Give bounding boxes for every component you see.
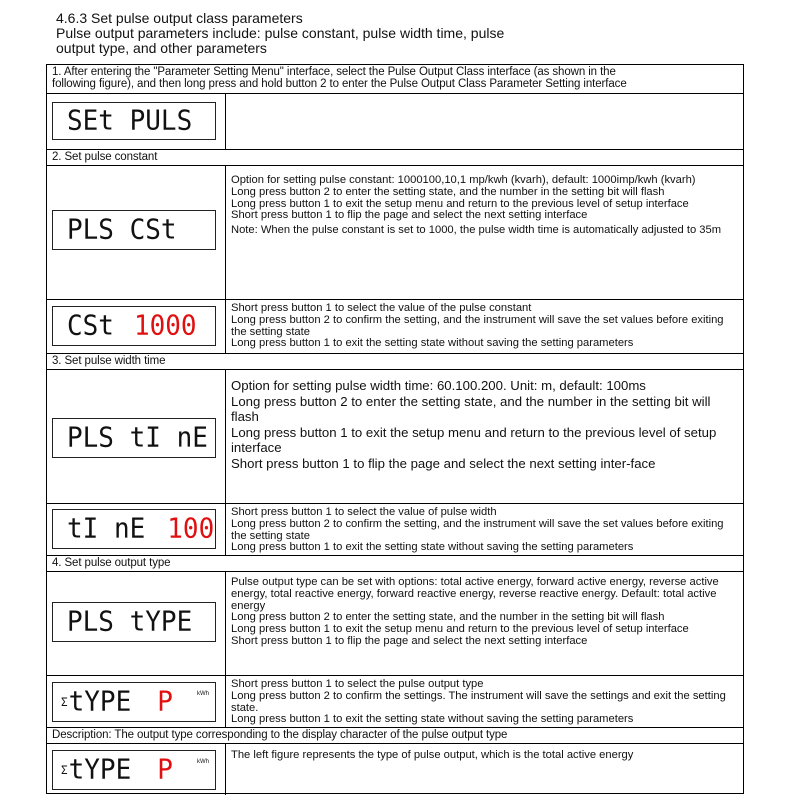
intro-line-2: output type, and other parameters: [56, 40, 267, 56]
lcd-time-value: [52, 509, 216, 549]
sec3-title-row: [47, 353, 743, 369]
desc-line: Long press button 1 to exit the setup menu and return to the previous level of setup interface: [231, 623, 689, 636]
desc-line: Pulse output type can be set with options: total active energy, forward active energy, reverse active energy, total reactive energy, forward reactive energy, reverse reactive energy. Default: total active energy: [231, 576, 719, 612]
section-title: 4.6.3 Set pulse output class parameters: [56, 10, 303, 26]
desc-line: Long press button 2 to confirm the setting, and the instrument will save the set values before exiting the setting state: [231, 517, 724, 542]
lcd-set-puls: [52, 102, 216, 140]
intro-text-2: following figure), and then long press and hold button 2 to enter the Pulse Output Class Parameter Setting interface: [52, 78, 627, 90]
lcd-pls-cst: [52, 210, 216, 250]
section-heading: [56, 11, 656, 56]
desc-line: Option for setting pulse constant: 1000100,10,1 mp/kwh (kvarh), default: 1000imp/kwh (kvarh): [231, 174, 696, 186]
lcd-label: CSt: [67, 310, 114, 342]
sec2-row-a: [47, 165, 743, 299]
lcd-unit: kWh: [197, 758, 209, 766]
lcd-sigma: Σ: [61, 695, 68, 709]
sec5-title: Description: The output type corresponding to the display character of the pulse output type: [52, 729, 508, 741]
sec2-row-b: [47, 299, 743, 353]
sec4-row-b: [47, 675, 743, 727]
sec3-desc-a: [231, 378, 739, 472]
lcd-value: 1000: [133, 310, 197, 342]
lcd-value: P: [157, 754, 173, 786]
column-divider: [225, 676, 226, 727]
desc-line: Short press button 1 to select the value of pulse width: [231, 506, 497, 518]
sec4-desc-b: [231, 679, 739, 726]
lcd-type-value: [52, 682, 216, 722]
sec2-title-row: [47, 149, 743, 165]
lcd-value: P: [157, 686, 173, 718]
sec3-desc-b: [231, 507, 739, 554]
desc-line: Long press button 1 to exit the setting state without saving the setting parameters: [231, 541, 634, 554]
lcd-label: tYPE: [68, 686, 132, 718]
desc-line: Long press button 2 to enter the setting state, and the number in the setting bit will flash: [231, 185, 665, 198]
sec4-title-row: [47, 555, 743, 571]
desc-line: Short press button 1 to select the pulse output type: [231, 678, 484, 690]
column-divider: [225, 572, 226, 675]
desc-line: Long press button 2 to confirm the settings. The instrument will save the settings and exit the setting state.: [231, 689, 726, 714]
desc-line: Short press button 1 to flip the page and select the next setting inter-face: [231, 455, 656, 471]
column-divider: [225, 166, 226, 299]
lcd-cst-value: [52, 306, 216, 346]
sec5-row: [47, 743, 743, 795]
desc-line: Long press button 2 to confirm the setting, and the instrument will save the set values before exiting the setting state: [231, 313, 724, 338]
sec4-desc-a: [231, 577, 739, 648]
desc-line: Long press button 1 to exit the setup menu and return to the previous level of setup interface: [231, 424, 717, 456]
lcd-value: 100: [167, 513, 215, 545]
sec2-desc-b: [231, 303, 739, 350]
sec3-row-a: [47, 369, 743, 503]
desc-line: The left figure represents the type of pulse output, which is the total active energy: [231, 749, 634, 761]
lcd-text: PLS CSt: [67, 214, 177, 246]
desc-line: Short press button 1 to select the value of the pulse constant: [231, 302, 532, 314]
lcd-text: PLS tI nE: [67, 422, 208, 454]
desc-line: Long press button 1 to exit the setting state without saving the setting parameters: [231, 337, 634, 350]
sec5-title-row: [47, 727, 743, 743]
lcd-text: PLS tYPE: [67, 606, 193, 638]
sec4-row-a: [47, 571, 743, 675]
desc-line: Option for setting pulse width time: 60.100.200. Unit: m, default: 100ms: [231, 378, 646, 393]
sec2-desc-a: [231, 175, 739, 237]
column-divider: [225, 504, 226, 555]
lcd-type-example: [52, 750, 216, 790]
sec3-title: 3. Set pulse width time: [52, 355, 166, 367]
lcd-label: tI nE: [67, 513, 146, 545]
sec4-title: 4. Set pulse output type: [52, 557, 171, 569]
lcd-pls-time: [52, 418, 216, 458]
desc-line: Long press button 1 to exit the setting state without saving the setting parameters: [231, 713, 634, 726]
lcd-text: SEt PULS: [67, 105, 193, 137]
parameter-table: [46, 64, 744, 794]
sec2-title: 2. Set pulse constant: [52, 151, 158, 163]
intro-line-1: Pulse output parameters include: pulse constant, pulse width time, pulse: [56, 25, 505, 41]
desc-line: Note: When the pulse constant is set to 1000, the pulse width time is automatically adjusted to 35m: [231, 224, 722, 237]
column-divider: [225, 370, 226, 503]
intro-lcd-row: [47, 93, 743, 149]
desc-line: Long press button 2 to enter the setting state, and the number in the setting bit will flash: [231, 611, 665, 624]
intro-text-1: 1. After entering the "Parameter Setting Menu" interface, select the Pulse Output Class interface (as shown in the: [52, 66, 616, 78]
desc-line: Long press button 1 to exit the setup menu and return to the previous level of setup interface: [231, 197, 689, 210]
column-divider: [225, 300, 226, 353]
desc-line: Long press button 2 to enter the setting state, and the number in the setting bit will flash: [231, 393, 711, 425]
lcd-sigma: Σ: [61, 763, 68, 777]
sec3-row-b: [47, 503, 743, 555]
lcd-pls-type: [52, 602, 216, 642]
sec5-desc: [231, 750, 739, 762]
column-divider: [225, 94, 226, 149]
lcd-unit: kWh: [197, 690, 209, 698]
intro-row: [47, 65, 743, 93]
column-divider: [225, 744, 226, 795]
desc-line: Short press button 1 to flip the page and select the next setting interface: [231, 209, 588, 222]
desc-line: Short press button 1 to flip the page and select the next setting interface: [231, 634, 588, 647]
lcd-label: tYPE: [68, 754, 132, 786]
